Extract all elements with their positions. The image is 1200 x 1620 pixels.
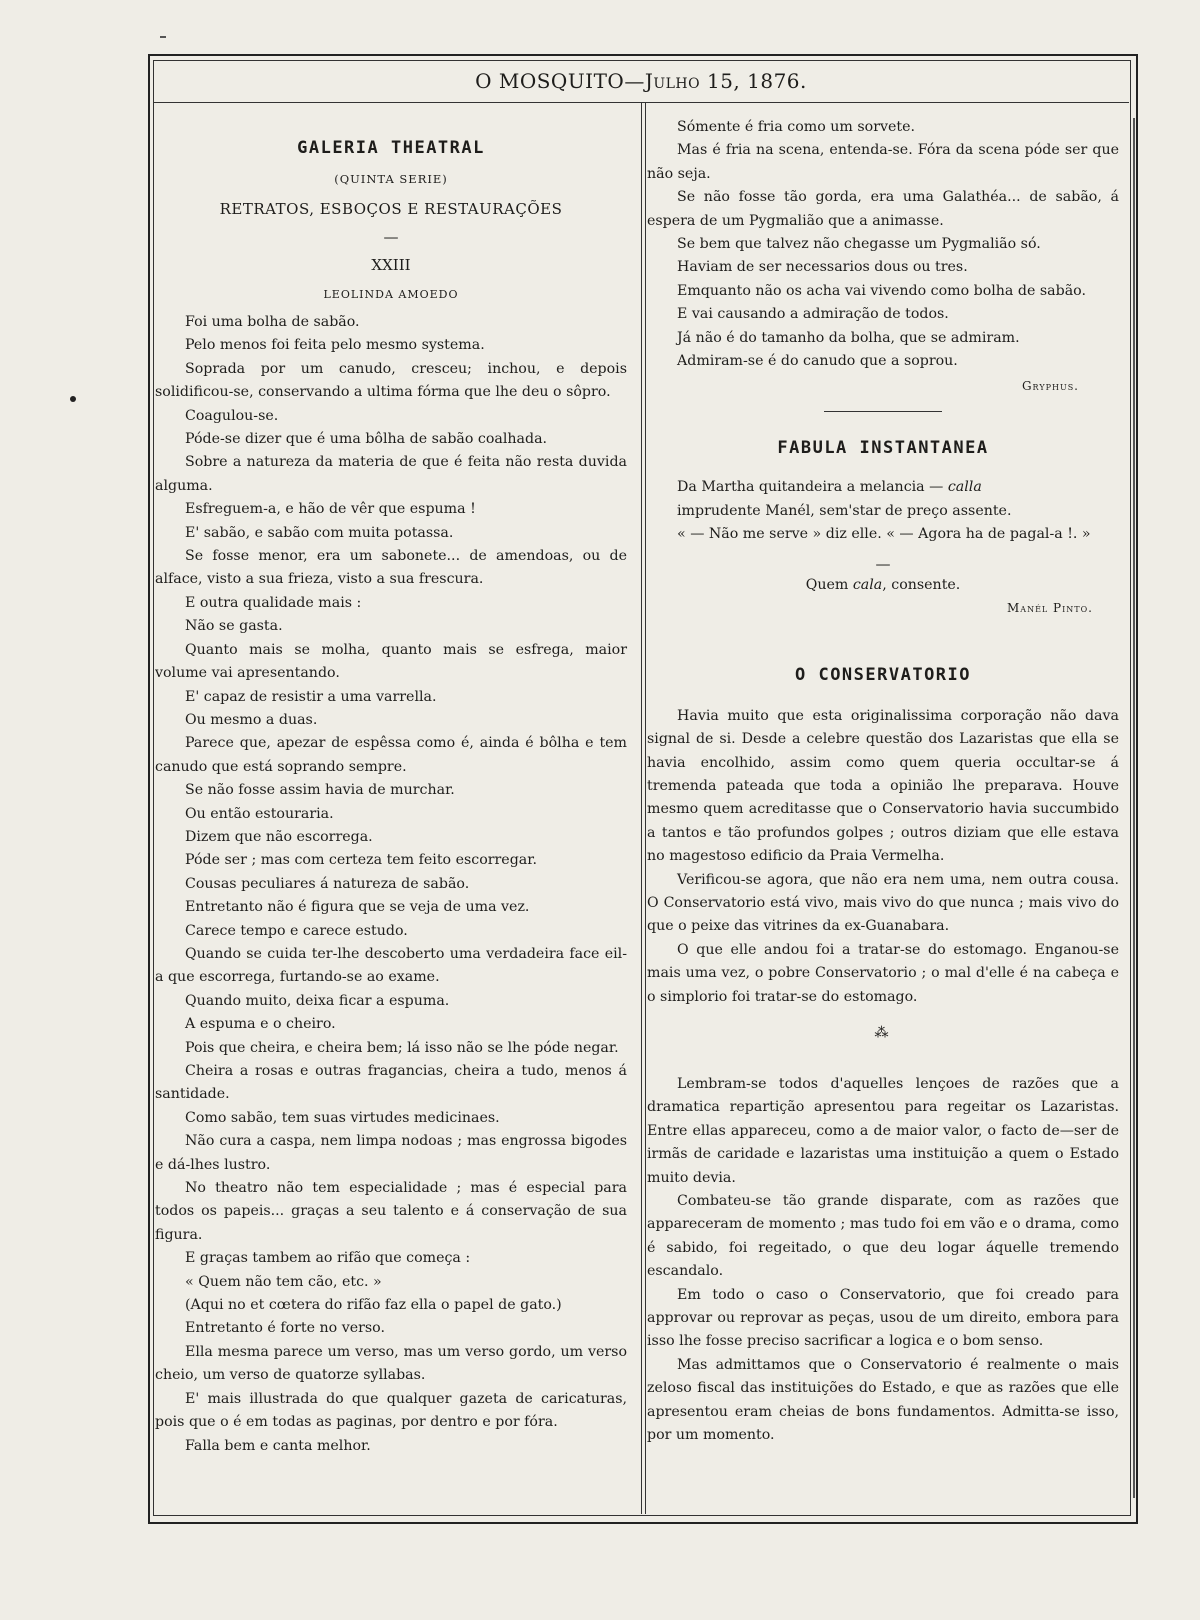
series-label: (QUINTA SERIE) [334,172,448,186]
section-title-galeria: GALERIA THEATRAL [297,138,485,158]
paragraph: Sómente é fria como um sorvete. [677,119,916,135]
verse-line: Da Martha quitandeira a melancia — calla [677,479,982,496]
paragraph: Cheira a rosas e outras fragancias, cheira a tudo, menos á santidade. [155,1063,627,1103]
paragraph: No theatro não tem especialidade ; mas é especial para todos os papeis... graças a seu talento e á conservação de sua figura. [155,1180,627,1243]
paragraph: Se fosse menor, era um sabonete... de amendoas, ou de alface, visto a sua frieza, visto a sua frescura. [155,548,627,588]
paragraph: Mas é fria na scena, entenda-se. Fóra da scena póde ser que não seja. [647,142,1119,182]
paragraph: Pelo menos foi feita pelo mesmo systema. [185,337,485,354]
section-subtitle: RETRATOS, ESBOÇOS E RESTAURAÇÕES [219,200,563,218]
paragraph: Combateu-se tão grande disparate, com as razões que appareceram de momento ; mas tudo foi em vão e o drama, como é sabido, foi regeitado, o que deu logar áquelle tremendo escandalo. [647,1193,1119,1280]
running-header [153,60,1129,103]
paragraph: Foi uma bolha de sabão. [185,314,360,330]
paragraph: Quando se cuida ter-lhe descoberto uma verdadeira face eil-a que escorrega, furtando-se ao exame. [155,945,627,986]
paragraph: Esfreguem-a, e hão de vêr que espuma ! [185,501,476,518]
paragraph: E graças tambem ao rifão que começa : [185,1250,471,1267]
margin-rule [1133,118,1135,1498]
masthead-title: O MOSQUITO— [475,69,645,93]
paragraph: O que elle andou foi a tratar-se do estomago. Enganou-se mais uma vez, o pobre Conservatorio ; o mal d'elle é na cabeça e o simplorio foi tratar-se do estomago. [647,941,1119,1005]
conservatorio-body [647,705,1119,1009]
paragraph: Pois que cheira, e cheira bem; lá isso não se lhe póde negar. [185,1039,619,1056]
paragraph: Entretanto não é figura que se veja de uma vez. [185,899,530,916]
paragraph: Póde-se dizer que é uma bôlha de sabão coalhada. [185,431,548,448]
portrait-subject-name: LEOLINDA AMOEDO [323,288,459,301]
paragraph: Ou então estouraria. [185,805,334,822]
paragraph: Dizem que não escorrega. [185,828,373,845]
paragraph: Se não fosse assim havia de murchar. [185,782,455,799]
paragraph: Ou mesmo a duas. [185,711,318,728]
paragraph: Coagulou-se. [185,407,279,424]
verse-line: imprudente Manél, sem'star de preço assente. [677,502,1012,519]
fabula-moral: Quem cala, consente. [805,576,961,593]
paragraph: Quando muito, deixa ficar a espuma. [185,992,450,1009]
paragraph: Não se gasta. [185,618,283,635]
section-title-fabula: FABULA INSTANTANEA [777,438,989,459]
paragraph: Como sabão, tem suas virtudes medicinaes. [185,1109,500,1126]
paragraph: Ella mesma parece um verso, mas um verso gordo, um verso cheio, um verso de quatorze syllabas. [155,1343,627,1384]
paragraph: Póde ser ; mas com certeza tem feito escorregar. [185,852,537,869]
paragraph: Quanto mais se molha, quanto mais se esfrega, maior volume vai apresentando. [155,641,627,682]
separator-dash: — [383,228,399,246]
paragraph: Se não fosse tão gorda, era uma Galathéa... de sabão, á espera de um Pygmalião que a animasse. [647,189,1119,229]
paragraph: E' mais illustrada do que qualquer gazeta de caricaturas, pois que o é em todas as paginas, por dentro e por fóra. [155,1390,627,1431]
paragraph: Haviam de ser necessarios dous ou tres. [677,259,968,276]
paragraph: Entretanto é forte no verso. [185,1320,385,1337]
paragraph: Parece que, apezar de espêssa como é, ainda é bôlha e tem canudo que está soprando sempre. [155,735,627,775]
fabula-dash: — [875,554,891,573]
paragraph: Sobre a natureza da materia de que é feita não resta duvida alguma. [155,454,627,494]
portrait-number: XXIII [371,256,411,274]
paragraph: « Quem não tem cão, etc. » [185,1273,382,1290]
issue-date: Julho 15, 1876. [644,69,807,93]
column-divider [641,103,646,1514]
article-body [155,311,627,1458]
signature-gryphus: Gryphus. [1021,379,1079,394]
fabula-verse [647,476,1119,546]
paragraph: E vai causando a admiração de todos. [677,306,949,323]
paragraph: Em todo o caso o Conservatorio, que foi creado para approvar ou reprovar as peças, usou de um direito, embora para isso lhe fosse preciso sacrificar a logica e o bom senso. [647,1286,1119,1350]
print-mark [160,36,166,38]
right-column [647,116,1119,1447]
paragraph: A espuma e o cheiro. [185,1016,336,1033]
paragraph: Já não é do tamanho da bolha, que se admiram. [677,329,1020,346]
paragraph: (Aqui no et cœtera do rifão faz ella o papel de gato.) [185,1297,562,1314]
paragraph: Não cura a caspa, nem limpa nodoas ; mas engrossa bigodes e dá-lhes lustro. [155,1133,627,1173]
paragraph: Mas admittamos que o Conservatorio é realmente o mais zeloso fiscal das instituições do Estado, e que as razões que elle apresentou eram cheias de bons fundamentos. Admitta-se isso, por um momento. [647,1356,1119,1444]
left-column [155,138,627,1458]
paragraph: Soprada por um canudo, cresceu; inchou, e depois solidificou-se, conservando a ultima fórma que lhe deu o sôpro. [155,360,627,401]
verse-line: « — Não me serve » diz elle. « — Agora ha de pagal-a !. » [677,526,1091,543]
paragraph: E' sabão, e sabão com muita potassa. [185,524,454,541]
conservatorio-body-cont [647,1073,1119,1448]
ink-dot [70,396,76,402]
section-rule [824,411,942,412]
paragraph: Verificou-se agora, que não era nem uma, nem outra cousa. O Conservatorio está vivo, mais vivo do que nunca ; mais vivo do que o peixe das vitrines da ex-Guanabara. [647,871,1119,935]
paragraph: Cousas peculiares á natureza de sabão. [185,875,470,892]
paragraph: Lembram-se todos d'aquelles lençoes de razões que a dramatica repartição apresentou para regeitar os Lazaristas. Entre ellas appareceu, como a de maior valor, o facto de—ser de irmãs de caridade e lazaristas uma instituição a quem o Estado muito devia. [647,1075,1119,1186]
signature-manel-pinto: Manél Pinto. [1007,600,1093,615]
paragraph: Se bem que talvez não chegasse um Pygmalião só. [677,236,1041,253]
paragraph: Falla bem e canta melhor. [185,1437,371,1454]
paragraph: Admiram-se é do canudo que a soprou. [677,353,958,370]
article-continuation [647,116,1119,373]
section-title-conservatorio: O CONSERVATORIO [794,664,972,685]
paragraph: Emquanto não os acha vai vivendo como bolha de sabão. [677,282,1086,299]
paragraph: E outra qualidade mais : [185,594,362,611]
asterism-divider: ⁂ [874,1024,892,1041]
paragraph: Havia muito que esta originalissima corporação não dava signal de si. Desde a celebre questão dos Lazaristas que ella se havia encolhido, assim como quem queria occultar-se á tremenda pateada que toda a opinião lhe preparava. Houve mesmo quem acreditasse que o Conservatorio havia succumbido a tantos e tão profundos golpes ; outros diziam que elle estava no magestoso edificio da Praia Vermelha. [647,707,1119,865]
paragraph: Carece tempo e carece estudo. [185,922,408,939]
paragraph: E' capaz de resistir a uma varrella. [185,688,437,705]
